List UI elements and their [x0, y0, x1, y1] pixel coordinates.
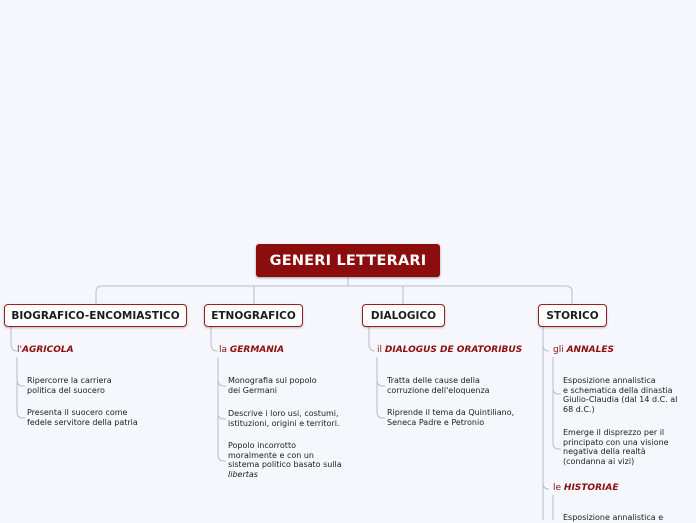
libertas-term: libertas	[228, 470, 258, 480]
central-topic[interactable]: GENERI LETTERARI	[256, 244, 440, 277]
topic-dialogus[interactable]	[377, 345, 522, 355]
note-line: e schematica della dinastia	[563, 385, 673, 395]
topic-title: GERMANIA	[229, 345, 285, 355]
topic-title: DIALOGUS DE ORATORIBUS	[384, 345, 523, 355]
note-line: Emerge il disprezzo per il	[563, 428, 665, 437]
topic-prefix: l'	[17, 345, 22, 355]
note-line: Esposizione annalistica	[563, 376, 656, 385]
topic-agricola[interactable]	[17, 345, 74, 355]
note-line: negativa della realtà	[563, 447, 646, 457]
note-annales-esposizione[interactable]	[563, 376, 677, 415]
topic-historiae[interactable]	[553, 483, 618, 493]
topic-title: AGRICOLA	[21, 345, 74, 355]
note-germania-usi-costumi[interactable]	[228, 409, 339, 428]
note-line-italic	[228, 470, 342, 480]
note-agricola-carriera[interactable]	[27, 376, 112, 395]
branch-dialogico[interactable]: DIALOGICO	[362, 304, 445, 327]
note-line: Esposizione annalistica e	[563, 513, 664, 522]
topic-prefix: la	[219, 345, 228, 355]
note-line: moralmente e con un	[228, 450, 314, 460]
note-annales-disprezzo[interactable]	[563, 428, 669, 467]
note-historiae-esposizione[interactable]	[563, 513, 663, 523]
note-line: Descrive i loro usi, costumi,	[228, 409, 339, 418]
topic-title: HISTORIAE	[563, 483, 619, 493]
note-line: Seneca Padre e Petronio	[387, 417, 485, 427]
note-line: 68 d.C.)	[563, 405, 595, 415]
note-agricola-servitore[interactable]	[27, 408, 138, 427]
topic-annales[interactable]	[553, 345, 614, 355]
note-line: politica del suocero	[27, 385, 105, 395]
note-germania-monografia[interactable]	[228, 376, 317, 395]
note-dialogus-cause[interactable]	[387, 376, 490, 395]
note-line: Riprende il tema da Quintiliano,	[387, 408, 515, 417]
note-line: sistema politico basato sulla	[228, 460, 342, 470]
branch-etnografico[interactable]: ETNOGRAFICO	[204, 304, 303, 327]
note-germania-popolo[interactable]	[228, 441, 342, 480]
branch-biografico-encomiastico[interactable]: BIOGRAFICO-ENCOMIASTICO	[4, 304, 187, 327]
note-dialogus-tema[interactable]	[387, 408, 514, 427]
note-line: istituzioni, origini e territori.	[228, 418, 340, 428]
topic-title: ANNALES	[566, 345, 614, 355]
note-line: Ripercorre la carriera	[27, 376, 112, 385]
note-line: Popolo incorrotto	[228, 441, 296, 450]
note-line: Giulio-Claudia (dal 14 d.C. al	[563, 395, 678, 405]
note-line: (condanna ai vizi)	[563, 457, 635, 467]
note-line: fedele servitore della patria	[27, 417, 138, 427]
note-line: dei Germani	[228, 385, 278, 395]
note-line: Monografia sul popolo	[228, 376, 317, 385]
branch-storico[interactable]: STORICO	[538, 304, 607, 327]
note-line: Tratta delle cause della	[387, 376, 480, 385]
topic-prefix: il	[377, 345, 383, 355]
topic-germania[interactable]	[219, 345, 284, 355]
note-line: principato con una visione	[563, 437, 669, 447]
note-line: Presenta il suocero come	[27, 408, 128, 417]
topic-prefix: gli	[553, 345, 564, 355]
topic-prefix: le	[553, 483, 562, 493]
note-line: corruzione dell'eloquenza	[387, 385, 490, 395]
